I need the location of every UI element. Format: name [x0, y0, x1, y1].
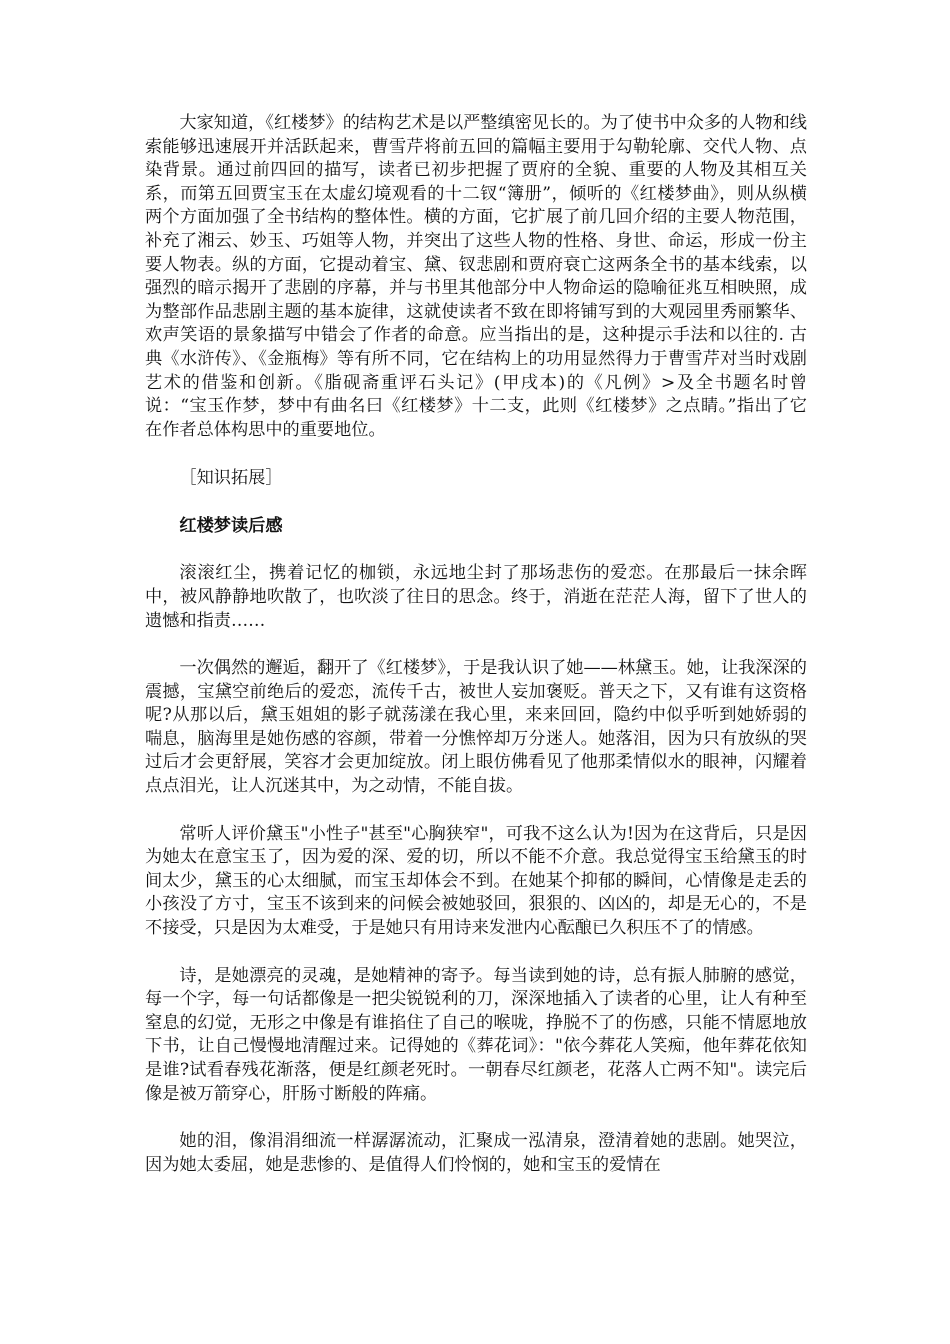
- essay-title: 红楼梦读后感: [179, 516, 283, 537]
- document-page: [145, 112, 807, 1177]
- intro-paragraph: 大家知道，《红楼梦》的结构艺术是以严整缜密见长的。为了使书中众多的人物和线索能够迅速展开并活跃起来，曹雪芹将前五回的篇幅主要用于勾勒轮廓、交代人物、点染背景。通过前四回的描写，读者已初步把握了贾府的全貌、重要的人物及其相互关系，而第五回贾宝玉在太虚幻境观看的十二钗“簿册”，倾听的《红楼梦曲》，则从纵横两个方面加强了全书结构的整体性。横的方面，它扩展了前几回介绍的主要人物范围，补充了湘云、妙玉、巧姐等人物，并突出了这些人物的性格、身世、命运，形成一份主要人物表。纵的方面，它提动着宝、黛、钗悲剧和贾府衰亡这两条全书的基本线索，以强烈的暗示揭开了悲剧的序幕，并与书里其他部分中人物命运的隐喻征兆互相映照，成为整部作品悲剧主题的基本旋律，这就使读者不致在即将铺写到的大观园里秀丽繁华、欢声笑语的景象描写中错会了作者的命意。应当指出的是，这种提示手法和以往的. 古典《水浒传》、《金瓶梅》等有所不同，它在结构上的功用显然得力于曹雪芹对当时戏剧艺术的借鉴和创新。《脂砚斋重评石头记》(甲戌本)的《凡例》>及全书题名时曾说：“宝玉作梦，梦中有曲名曰《红楼梦》十二支，此则《红楼梦》之点睛。”指出了它在作者总体构思中的重要地位。: [145, 113, 807, 440]
- essay-paragraph-2: 一次偶然的邂逅，翻开了《红楼梦》，于是我认识了她——林黛玉。她，让我深深的震撼，宝黛空前绝后的爱恋，流传千古，被世人妄加褒贬。普天之下，又有谁有这资格呢?从那以后，黛玉姐姐的影子就荡漾在我心里，来来回回，隐约中似乎听到她娇弱的喘息，脑海里是她伤感的容颜，带着一分憔悴却万分迷人。她落泪，因为只有放纵的哭过后才会更舒展，笑容才会更加绽放。闭上眼仿佛看见了他那柔情似水的眼神，闪耀着点点泪光，让人沉迷其中，为之动情，不能自拔。: [145, 658, 807, 797]
- section-label: ［知识拓展］: [179, 468, 283, 489]
- essay-paragraph-1: 滚滚红尘，携着记忆的枷锁，永远地尘封了那场悲伤的爱恋。在那最后一抹余晖中，被风静静地吹散了，也吹淡了往日的思念。终于，消逝在茫茫人海，留下了世人的遗憾和指责……: [145, 563, 807, 631]
- essay-paragraph-3: 常听人评价黛玉"小性子"甚至"心胸狭窄"，可我不这么认为!因为在这背后，只是因为她太在意宝玉了，因为爱的深、爱的切，所以不能不介意。我总觉得宝玉给黛玉的时间太少，黛玉的心太细腻，而宝玉却体会不到。在她某个抑郁的瞬间，心情像是走丢的小孩没了方寸，宝玉不该到来的问候会被她驳回，狠狠的、凶凶的，却是无心的，不是不接受，只是因为太难受，于是她只有用诗来发泄内心酝酿已久积压不了的情感。: [145, 823, 807, 939]
- essay-paragraph-4: 诗，是她漂亮的灵魂，是她精神的寄予。每当读到她的诗，总有振人肺腑的感觉，每一个字，每一句话都像是一把尖锐锐利的刀，深深地插入了读者的心里，让人有种至窒息的幻觉，无形之中像是有谁掐住了自己的喉咙，挣脱不了的伤感，只能不情愿地放下书，让自己慢慢地清醒过来。记得她的《葬花词》："依今葬花人笑痴，他年葬花依知是谁?试看春残花渐落，便是红颜老死时。一朝春尽红颜老，花落人亡两不知"。读完后像是被万箭穿心，肝肠寸断般的阵痛。: [145, 965, 807, 1104]
- essay-paragraph-5: 她的泪，像涓涓细流一样潺潺流动，汇聚成一泓清泉，澄清着她的悲剧。她哭泣，因为她太委屈，她是悲惨的、是值得人们怜悯的，她和宝玉的爱情在: [145, 1131, 807, 1175]
